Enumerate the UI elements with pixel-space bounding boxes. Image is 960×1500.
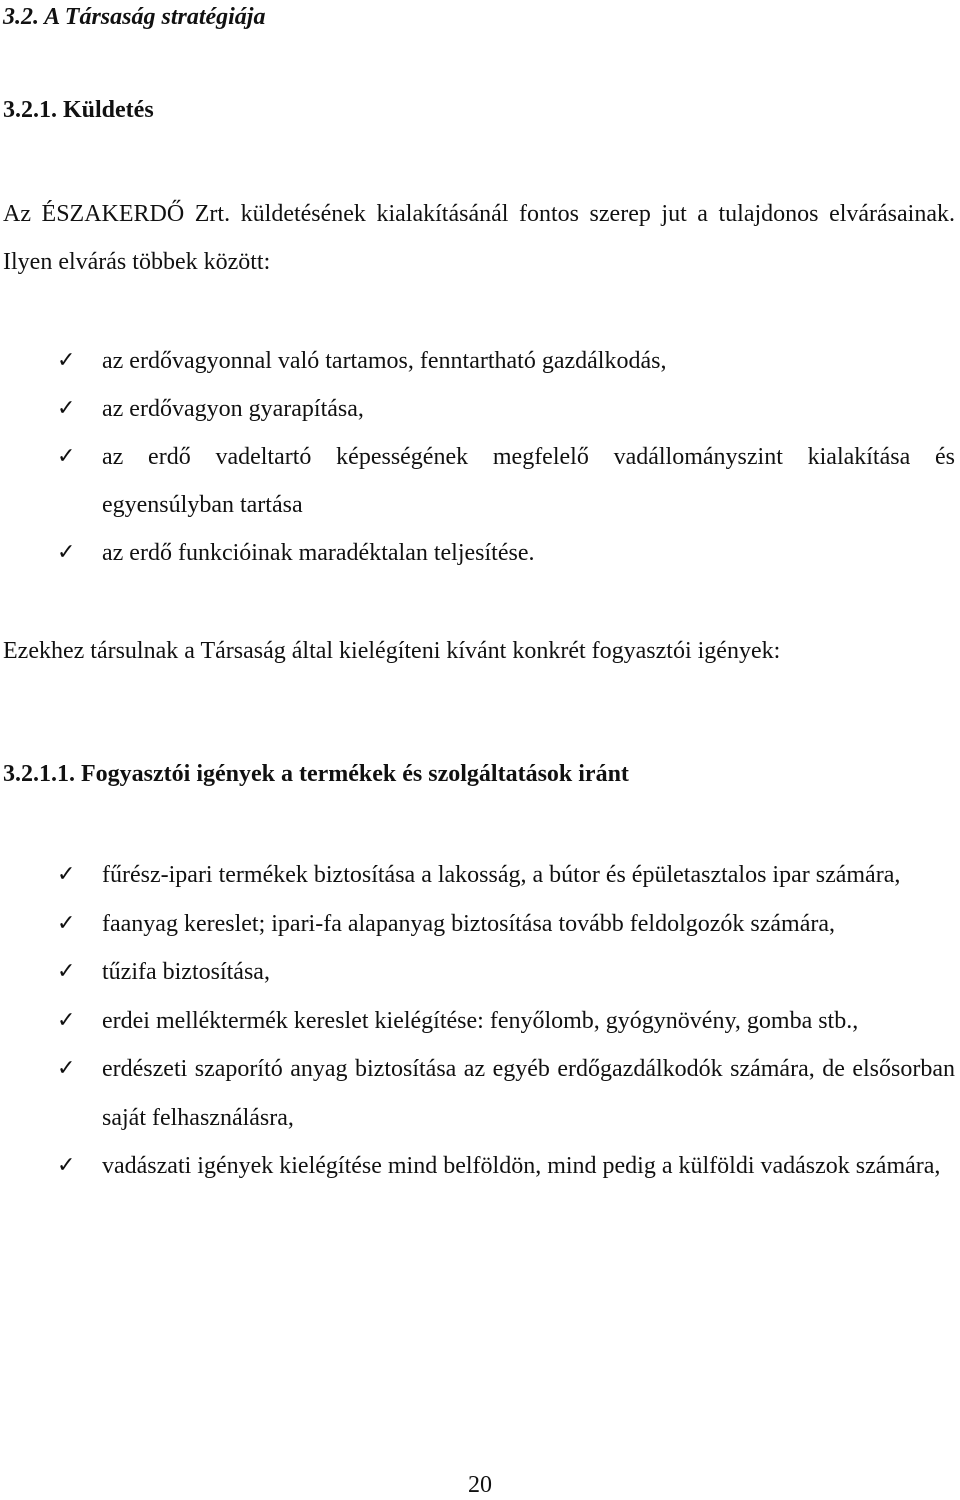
checkmark-icon: ✓ [57,1007,76,1033]
consumer-needs-heading: 3.2.1.1. Fogyasztói igények a termékek és szolgáltatások iránt [3,761,629,787]
consumer-needs-list [0,851,960,1191]
list-item [0,433,955,529]
checkmark-icon: ✓ [57,444,76,469]
list-item [0,948,955,997]
checkmark-icon: ✓ [57,910,76,936]
list-item-text: erdészeti szaporító anyag biztosítása az egyéb erdőgazdálkodók számára, de elsősorban saját felhasználásra, [102,1056,955,1131]
intro-paragraph: Az ÉSZAKERDŐ Zrt. küldetésének kialakításánál fontos szerep jut a tulajdonos elvárásainak. Ilyen elvárás többek között: [3,201,955,275]
consumer-intro-paragraph: Ezekhez társulnak a Társaság által kielégíteni kívánt konkrét fogyasztói igények: [3,638,781,664]
owner-expectations-list [0,337,960,577]
list-item [0,385,955,433]
list-item-text: vadászati igények kielégítése mind belföldön, mind pedig a külföldi vadászok számára, [102,1153,941,1179]
list-item-text: az erdő funkcióinak maradéktalan teljesítése. [102,540,535,566]
list-item-text: az erdővagyonnal való tartamos, fenntartható gazdálkodás, [102,348,667,374]
checkmark-icon: ✓ [57,1153,76,1178]
list-item [0,900,955,949]
checkmark-icon: ✓ [57,396,76,421]
list-item [0,529,955,577]
checkmark-icon: ✓ [57,540,76,565]
list-item [0,1142,955,1191]
checkmark-icon: ✓ [57,862,76,887]
list-item-text: az erdővagyon gyarapítása, [102,396,364,422]
list-item [0,337,955,385]
list-item [0,997,955,1046]
list-item-text: az erdő vadeltartó képességének megfelelő vadállományszint kialakítása és egyensúlyban tartása [102,444,955,518]
mission-heading: 3.2.1. Küldetés [3,97,154,123]
page-number: 20 [468,1472,492,1498]
list-item-text: faanyag kereslet; ipari-fa alapanyag biztosítása tovább feldolgozók számára, [102,910,836,937]
list-item-text: tűzifa biztosítása, [102,959,270,985]
checkmark-icon: ✓ [57,1056,76,1081]
list-item-text: erdei melléktermék kereslet kielégítése: fenyőlomb, gyógynövény, gomba stb., [102,1007,859,1034]
list-item [0,851,955,900]
checkmark-icon: ✓ [57,348,76,373]
section-heading: 3.2. A Társaság stratégiája [3,4,266,30]
checkmark-icon: ✓ [57,959,76,984]
list-item-text: fűrész-ipari termékek biztosítása a lakosság, a bútor és épületasztalos ipar számára, [102,862,901,888]
list-item [0,1045,955,1142]
